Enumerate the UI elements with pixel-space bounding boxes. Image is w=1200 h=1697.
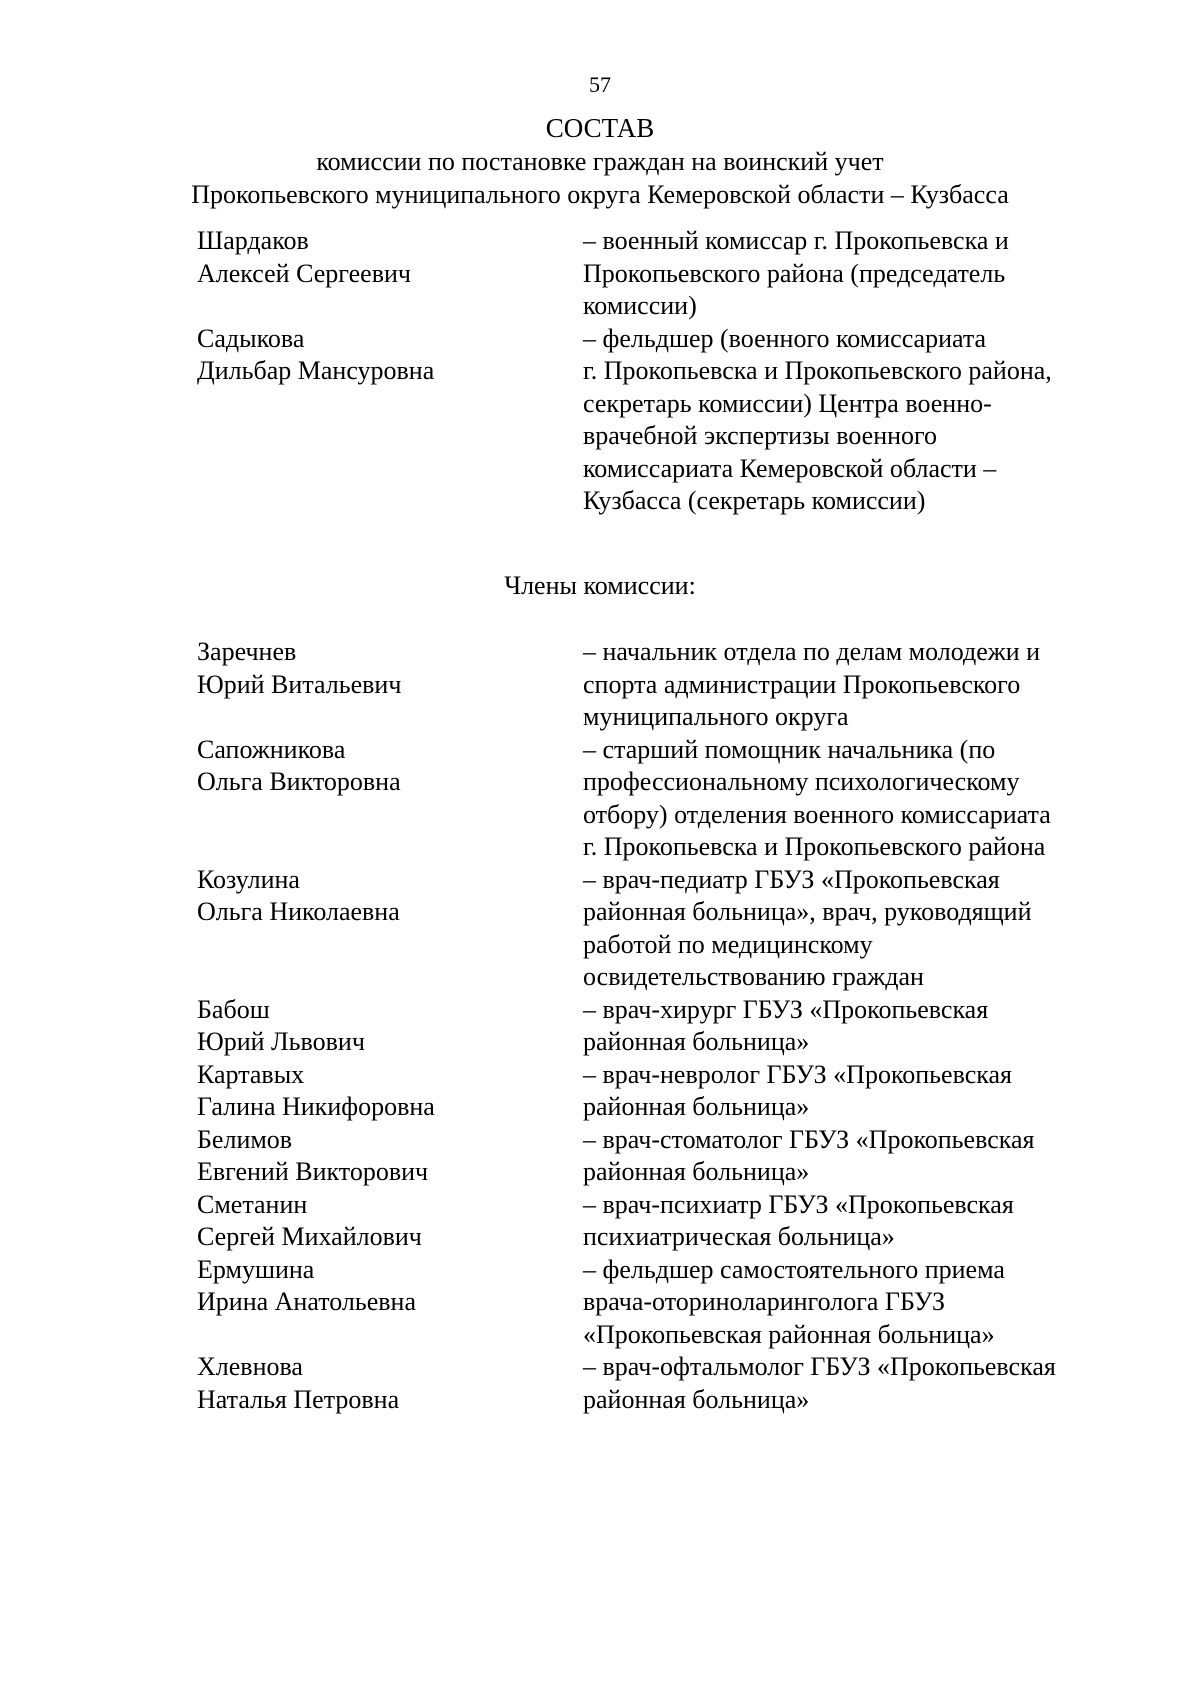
commission-entry <box>197 636 1147 734</box>
role-line: спорта администрации Прокопьевского <box>583 669 1021 699</box>
given-names: Юрий Витальевич <box>197 669 402 699</box>
commission-entry <box>197 994 1147 1059</box>
commission-entry <box>197 1059 1147 1124</box>
person-role <box>583 225 1133 323</box>
given-names: Галина Никифоровна <box>197 1092 435 1121</box>
person-role <box>583 1059 1133 1124</box>
role-line: – фельдшер (военного комиссариата <box>583 323 987 353</box>
person-role <box>583 636 1133 734</box>
role-line: районная больница», врач, руководящий <box>583 897 1032 926</box>
person-name <box>197 1059 583 1124</box>
surname: Белимов <box>197 1124 293 1154</box>
document-title-block <box>0 112 1200 211</box>
given-names: Алексей Сергеевич <box>197 258 411 288</box>
role-line: комиссии) <box>583 291 697 320</box>
commission-entry <box>197 225 1147 323</box>
commission-entry <box>197 864 1147 994</box>
role-line: Прокопьевского района (председатель <box>583 258 1006 288</box>
commission-entry <box>197 1351 1147 1416</box>
person-name <box>197 1254 583 1352</box>
role-line: г. Прокопьевска и Прокопьевского района, <box>583 356 1052 385</box>
given-names: Сергей Михайлович <box>197 1222 422 1251</box>
person-name <box>197 1189 583 1254</box>
role-line: – фельдшер самостоятельного приема <box>583 1254 1005 1284</box>
person-role <box>583 323 1133 518</box>
person-role <box>583 1124 1133 1189</box>
role-line: – начальник отдела по делам молодежи и <box>583 637 1041 666</box>
given-names: Наталья Петровна <box>197 1384 400 1414</box>
given-names: Ольга Николаевна <box>197 897 400 926</box>
given-names: Ольга Викторовна <box>197 767 401 796</box>
role-line: профессиональному психологическому <box>583 767 1020 796</box>
person-name <box>197 994 583 1059</box>
surname: Ермушина <box>197 1254 315 1284</box>
given-names: Ирина Анатольевна <box>197 1287 416 1316</box>
role-line: – врач-офтальмолог ГБУЗ «Прокопьевская <box>583 1352 1056 1381</box>
role-line: районная больница» <box>583 1157 810 1186</box>
role-line: врача-оториноларинголога ГБУЗ <box>583 1287 946 1316</box>
page-number: 57 <box>589 72 611 97</box>
person-name <box>197 864 583 994</box>
role-line: районная больница» <box>583 1384 810 1414</box>
surname: Шардаков <box>197 226 309 255</box>
person-role <box>583 1351 1133 1416</box>
person-name <box>197 636 583 734</box>
role-line: – старший помощник начальника (по <box>583 734 996 764</box>
role-line: освидетельствованию граждан <box>583 962 924 991</box>
role-line: – врач-невролог ГБУЗ «Прокопьевская <box>583 1059 1012 1089</box>
person-role <box>583 734 1133 864</box>
document-subtitle-region: Прокопьевского муниципального округа Кемеровской области – Кузбасса <box>191 180 1009 209</box>
role-line: муниципального округа <box>583 702 849 731</box>
members-heading: Члены комиссии: <box>504 571 696 600</box>
person-name <box>197 1124 583 1189</box>
role-line: «Прокопьевская районная больница» <box>583 1319 995 1349</box>
surname: Заречнев <box>197 637 297 666</box>
role-line: – врач-хирург ГБУЗ «Прокопьевская <box>583 994 989 1024</box>
surname: Сметанин <box>197 1189 308 1219</box>
document-title: СОСТАВ <box>545 113 655 143</box>
role-line: – врач-педиатр ГБУЗ «Прокопьевская <box>583 864 1000 894</box>
surname: Сапожникова <box>197 734 346 764</box>
given-names: Евгений Викторович <box>197 1157 429 1186</box>
given-names: Юрий Львович <box>197 1027 365 1056</box>
role-line: Кузбасса (секретарь комиссии) <box>583 486 926 515</box>
commission-entry <box>197 734 1147 864</box>
surname: Хлевнова <box>197 1352 303 1381</box>
role-line: районная больница» <box>583 1027 810 1056</box>
person-role <box>583 994 1133 1059</box>
role-line: г. Прокопьевска и Прокопьевского района <box>583 832 1046 861</box>
role-line: – военный комиссар г. Прокопьевска и <box>583 226 1009 255</box>
surname: Садыкова <box>197 323 305 353</box>
leadership-list <box>197 225 1147 518</box>
commission-entry <box>197 323 1147 518</box>
person-name <box>197 1351 583 1416</box>
given-names: Дильбар Мансуровна <box>197 356 435 385</box>
person-role <box>583 1189 1133 1254</box>
person-name <box>197 734 583 864</box>
person-role <box>583 864 1133 994</box>
role-line: районная больница» <box>583 1092 810 1121</box>
surname: Бабош <box>197 994 270 1024</box>
role-line: – врач-стоматолог ГБУЗ «Прокопьевская <box>583 1124 1035 1154</box>
person-role <box>583 1254 1133 1352</box>
members-list <box>197 636 1147 1416</box>
surname: Картавых <box>197 1059 305 1089</box>
role-line: работой по медицинскому <box>583 929 873 959</box>
role-line: комиссариата Кемеровской области – <box>583 453 997 483</box>
document-subtitle: комиссии по постановке граждан на воинский учет <box>316 147 884 176</box>
commission-entry <box>197 1189 1147 1254</box>
commission-entry <box>197 1124 1147 1189</box>
person-name <box>197 225 583 323</box>
role-line: отбору) отделения военного комиссариата <box>583 799 1051 829</box>
role-line: – врач-психиатр ГБУЗ «Прокопьевская <box>583 1189 1014 1219</box>
role-line: врачебной экспертизы военного <box>583 421 938 450</box>
surname: Козулина <box>197 864 300 894</box>
person-name <box>197 323 583 518</box>
commission-entry <box>197 1254 1147 1352</box>
role-line: психиатрическая больница» <box>583 1222 895 1251</box>
role-line: секретарь комиссии) Центра военно- <box>583 388 992 418</box>
